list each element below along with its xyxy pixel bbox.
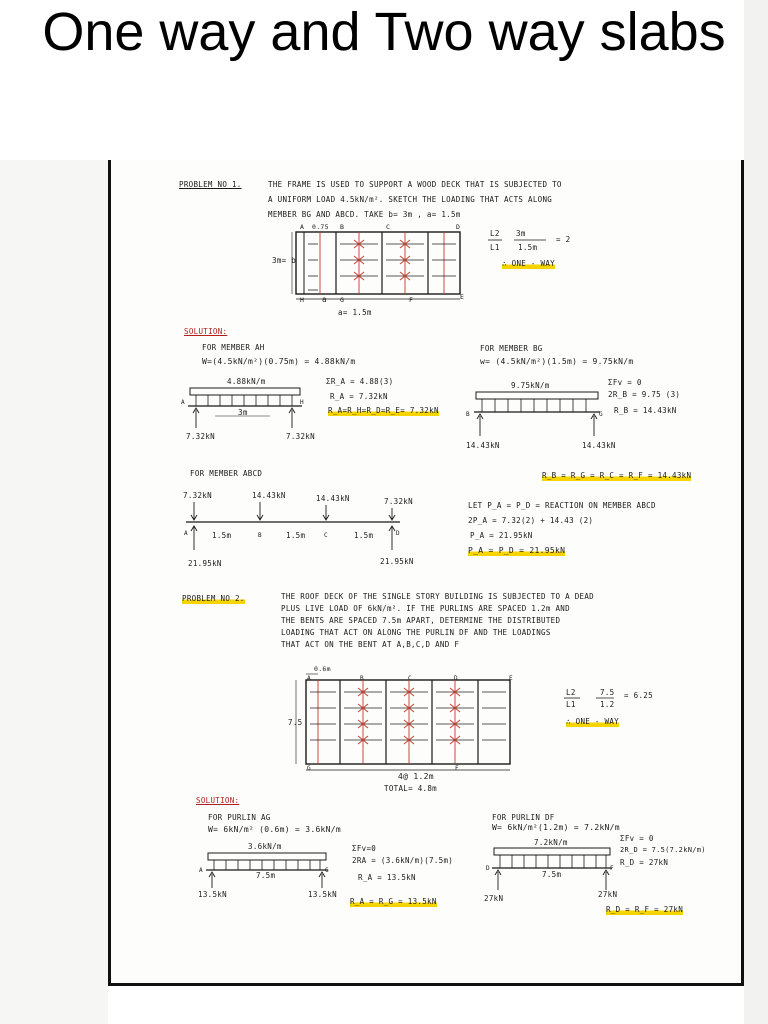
p2-df-eq4: R_D = R_F = 27kN [606,905,684,914]
p2-ag-eq4: R_A = R_G = 13.5kN [350,897,437,906]
p1-ah-label-A: A [181,399,185,406]
p2-frame-dimension: 4@ 1.2m [398,772,434,781]
p1-abcd-load1: 7.32kN [183,491,212,500]
p1-frame-label-b: 3m= b [272,256,297,265]
p1-abcd-label-A: A [184,530,188,537]
p1-ratio-result: ∴ ONE - WAY [502,259,555,268]
p1-abcd-eq3: P_A = 21.95kN [470,531,533,540]
p1-statement-line2: A UNIFORM LOAD 4.5kN/m². SKETCH THE LOADING THAT ACTS ALONG [268,195,553,204]
p2-frame-label-E: E [509,675,513,682]
p1-bg-result: R_B = R_G = R_C = R_F = 14.43kN [542,471,692,480]
p1-abcd-label-C: C [324,532,328,539]
p1-abcd-load4: 7.32kN [384,497,413,506]
p1-heading: PROBLEM NO 1. [179,180,242,189]
p2-heading: PROBLEM NO 2. [182,594,245,603]
p1-abcd-reaction-right: 21.95kN [380,557,414,566]
p1-frame-label-D: D [456,223,461,231]
p1-bg-reaction-right: 14.43kN [582,441,616,450]
p2-frame-label-D: D [454,675,458,682]
p2-df-reaction-left: 27kN [484,894,504,903]
p1-abcd-label-B: B [258,532,262,539]
p2-frame-total: TOTAL= 4.8m [384,784,437,793]
p1-ratio-num-label: L2 [490,229,500,238]
p1-abcd-load3: 14.43kN [316,494,350,503]
p2-df-load: 7.2kN/m [534,838,568,847]
p2-df-label-F: F [610,865,614,872]
p1-bg-eq3: R_B = 14.43kN [614,406,677,415]
p1-frame-label-C: C [386,223,391,231]
p1-abcd-load2: 14.43kN [252,491,286,500]
p1-ah-reaction-right: 7.32kN [286,432,315,441]
p1-ah-eq3: R_A=R_H=R_D=R_E= 7.32kN [328,406,439,415]
p1-ah-reaction-left: 7.32kN [186,432,215,441]
p2-df-span: 7.5m [542,870,562,879]
p2-ratio-result: ∴ ONE - WAY [566,717,619,726]
p2-ag-reaction-left: 13.5kN [198,890,227,899]
p1-ratio-value: = 2 [556,235,571,244]
p1-bg-load: 9.75kN/m [511,381,550,390]
p1-frame-label-H: H [300,296,305,304]
p2-ag-load: 3.6kN/m [248,842,282,851]
p1-frame-label-075: 0.75 [312,223,329,231]
p1-ratio-den-label: L1 [490,243,500,252]
p2-df-eq3: R_D = 27kN [620,858,669,867]
p2-ag-eq1: ΣFv=0 [352,844,377,853]
p1-abcd-reaction-left: 21.95kN [188,559,222,568]
p1-ah-eq1: ΣR_A = 4.88(3) [326,377,394,386]
p2-df-eq2: 2R_D = 7.5(7.2kN/m) [620,846,706,854]
p1-ah-load: 4.88kN/m [227,377,266,386]
p1-abcd-eq4: P_A = P_D = 21.95kN [468,546,566,555]
p1-abcd-title: FOR MEMBER ABCD [190,469,263,478]
p1-solution-label: SOLUTION: [184,327,228,336]
p1-frame-label-a: a [322,295,327,304]
p2-frame-label-F: F [455,765,459,772]
p2-frame-label-06: 0.6m [314,665,331,673]
p1-statement-line1: THE FRAME IS USED TO SUPPORT A WOOD DECK THAT IS SUBJECTED TO [268,180,562,189]
p2-df-title: FOR PURLIN DF [492,813,555,822]
p2-frame-label-C: C [408,675,412,682]
p1-abcd-span2: 1.5m [286,531,306,540]
p2-frame-label-A: A [307,675,311,682]
p1-frame-label-E: E [460,293,465,301]
slide-title: One way and Two way slabs [42,2,726,62]
p2-statement-line2: PLUS LIVE LOAD OF 6kN/m². IF THE PURLINS ARE SPACED 1.2m AND [281,604,570,613]
p2-df-w: W= 6kN/m²(1.2m) = 7.2kN/m [492,823,620,832]
p2-ratio-num-label: L2 [566,688,576,697]
p1-bg-title: FOR MEMBER BG [480,344,543,353]
p1-ratio-den: 1.5m [518,243,538,252]
p2-ag-label-G: G [325,867,329,874]
p1-ah-eq2: R_A = 7.32kN [330,392,388,401]
p1-bg-eq1: ΣFv = 0 [608,378,642,387]
p1-abcd-label-D: D [396,530,400,537]
p1-bg-label-B: B [466,411,470,418]
p1-bg-eq2: 2R_B = 9.75 (3) [608,390,681,399]
p2-ag-reaction-right: 13.5kN [308,890,337,899]
p2-ag-eq3: R_A = 13.5kN [358,873,416,882]
p1-ah-label-H: H [300,399,304,406]
p2-ag-span: 7.5m [256,871,276,880]
p1-frame-label-B: B [340,223,345,231]
p2-df-reaction-right: 27kN [598,890,618,899]
p2-df-eq1: ΣFv = 0 [620,834,654,843]
p1-frame-label-F: F [409,296,414,304]
p2-ag-w: W= 6kN/m² (0.6m) = 3.6kN/m [208,825,342,834]
p2-ag-label-A: A [199,867,203,874]
p1-ratio-num: 3m [516,229,526,238]
p2-ratio-den: 1.2 [600,700,615,709]
p1-abcd-eq2: 2P_A = 7.32(2) + 14.43 (2) [468,516,594,525]
p2-frame-height: 7.5 [288,718,303,727]
p1-bg-w: w= (4.5kN/m²)(1.5m) = 9.75kN/m [480,357,634,366]
p2-statement-line3: THE BENTS ARE SPACED 7.5m APART, DETERMINE THE DISTRIBUTED [281,616,561,625]
p2-statement-line1: THE ROOF DECK OF THE SINGLE STORY BUILDING IS SUBJECTED TO A DEAD [281,592,594,601]
p1-abcd-span3: 1.5m [354,531,374,540]
p2-frame-label-G: G [307,765,311,772]
p1-frame-label-G: G [340,296,345,304]
p2-ratio-num: 7.5 [600,688,615,697]
p1-bg-reaction-left: 14.43kN [466,441,500,450]
p2-statement-line4: LOADING THAT ACT ON ALONG THE PURLIN DF AND THE LOADINGS [281,628,551,637]
p2-solution-label: SOLUTION: [196,796,240,805]
p2-ratio-den-label: L1 [566,700,576,709]
p2-df-label-D: D [486,865,490,872]
p1-ah-w: W=(4.5kN/m²)(0.75m) = 4.88kN/m [202,357,356,366]
p1-frame-dim-a: a= 1.5m [338,308,372,317]
p2-statement-line5: THAT ACT ON THE BENT AT A,B,C,D AND F [281,640,460,649]
p2-ag-title: FOR PURLIN AG [208,813,271,822]
p2-ratio-value: = 6.25 [624,691,653,700]
p1-statement-line3: MEMBER BG AND ABCD. TAKE b= 3m , a= 1.5m [268,210,461,219]
p1-bg-label-G: G [599,411,603,418]
p1-abcd-span1: 1.5m [212,531,232,540]
p2-frame-label-B: B [360,675,364,682]
p1-abcd-eq1: LET P_A = P_D = REACTION ON MEMBER ABCD [468,501,656,510]
p1-ah-title: FOR MEMBER AH [202,343,265,352]
p2-ag-eq2: 2RA = (3.6kN/m)(7.5m) [352,856,454,865]
p1-ah-span: 3m [238,408,248,417]
p1-frame-label-A: A [300,223,305,231]
